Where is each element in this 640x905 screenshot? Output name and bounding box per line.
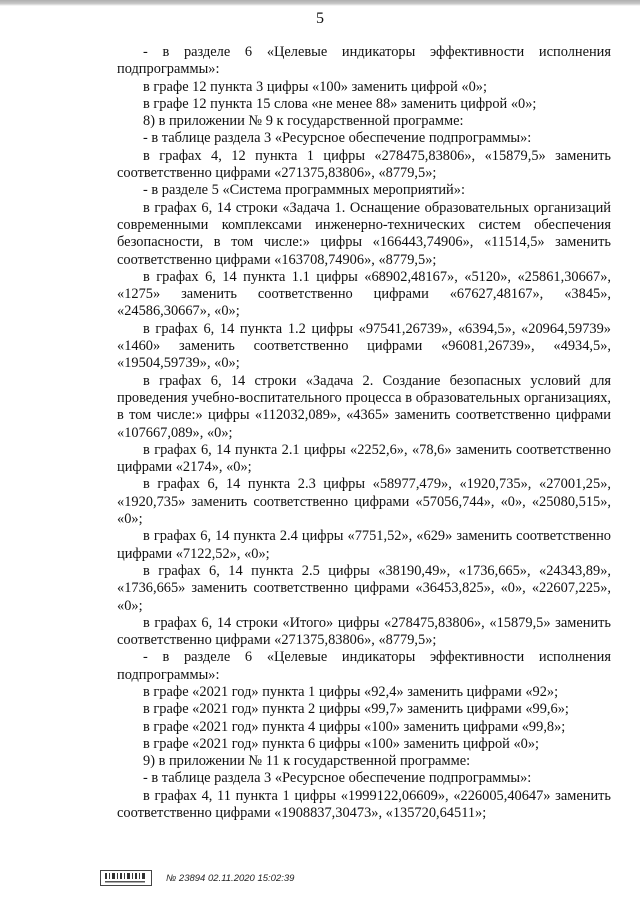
paragraph: в графе «2021 год» пункта 4 цифры «100» заменить цифрами «99,8»; (143, 718, 566, 735)
paragraph: в графе «2021 год» пункта 2 цифры «99,7» заменить цифрами «99,6»; (143, 701, 569, 718)
paragraph: - в разделе 6 «Целевые индикаторы эффективности исполнения подпрограммы»: (117, 649, 611, 683)
barcode-logo-icon (100, 870, 152, 886)
paragraph: в графах 6, 14 строки «Задача 2. Создание безопасных условий для проведения учебно-воспитательного процесса в образовательных организациях, в том числе:» цифры «112032,089», «4365» заменить соответственно цифрами «107667,089», «0»; (117, 372, 611, 441)
paragraph: - в разделе 6 «Целевые индикаторы эффективности исполнения подпрограммы»: (117, 44, 611, 78)
document-body (117, 44, 611, 822)
paragraph: - в разделе 5 «Система программных мероприятий»: (143, 182, 465, 199)
paragraph: в графе «2021 год» пункта 1 цифры «92,4» заменить цифрами «92»; (143, 683, 559, 700)
paragraph: в графах 4, 12 пункта 1 цифры «278475,83806», «15879,5» заменить соответственно цифрами «271375,83806», «8779,5»; (117, 147, 611, 182)
page-number: 5 (316, 10, 324, 27)
document-registration-number: № 23894 02.11.2020 15:02:39 (166, 872, 295, 884)
paragraph: в графах 6, 14 пункта 2.3 цифры «58977,479», «1920,735», «27001,25», «1920,735» заменить соответственно цифрами «57056,744», «0», «25080,515», «0»; (117, 476, 611, 528)
paragraph: - в таблице раздела 3 «Ресурсное обеспечение подпрограммы»: (143, 770, 532, 787)
paragraph: в графе «2021 год» пункта 6 цифры «100» заменить цифрой «0»; (143, 735, 540, 752)
paragraph: 8) в приложении № 9 к государственной программе: (143, 113, 464, 130)
paragraph: в графах 6, 14 строки «Задача 1. Оснащение образовательных организаций современными комплексами инженерно-технических систем обеспечения безопасности, в том числе:» цифры «166443,74906», «11514,5» заменить соответственно цифрами «163708,74906», «8779,5»; (117, 199, 611, 268)
document-footer (100, 868, 294, 888)
paragraph: - в таблице раздела 3 «Ресурсное обеспечение подпрограммы»: (143, 130, 532, 147)
paragraph: в графах 4, 11 пункта 1 цифры «1999122,06609», «226005,40647» заменить соответственно цифрами «1908837,30473», «135720,64511»; (117, 787, 611, 822)
scan-top-edge (0, 0, 640, 6)
paragraph: в графах 6, 14 пункта 2.4 цифры «7751,52», «629» заменить соответственно цифрами «7122,52», «0»; (117, 528, 611, 562)
paragraph: 9) в приложении № 11 к государственной программе: (143, 753, 471, 770)
paragraph: в графе 12 пункта 15 слова «не менее 88» заменить цифрой «0»; (143, 95, 537, 112)
paragraph: в графах 6, 14 пункта 1.2 цифры «97541,26739», «6394,5», «20964,59739» «1460» заменить соответственно цифрами «96081,26739», «4934,5», «19504,59739», «0»; (117, 320, 611, 372)
paragraph: в графе 12 пункта 3 цифры «100» заменить цифрой «0»; (143, 78, 487, 95)
paragraph: в графах 6, 14 пункта 2.5 цифры «38190,49», «1736,665», «24343,89», «1736,665» заменить соответственно цифрами «36453,825», «0», «22607,225», «0»; (117, 562, 611, 614)
paragraph: в графах 6, 14 пункта 2.1 цифры «2252,6», «78,6» заменить соответственно цифрами «2174», «0»; (117, 441, 611, 476)
paragraph: в графах 6, 14 пункта 1.1 цифры «68902,48167», «5120», «25861,30667», «1275» заменить соответственно цифрами «67627,48167», «3845», «24586,30667», «0»; (117, 268, 611, 320)
paragraph: в графах 6, 14 строки «Итого» цифры «278475,83806», «15879,5» заменить соответственно цифрами «271375,83806», «8779,5»; (117, 614, 611, 649)
